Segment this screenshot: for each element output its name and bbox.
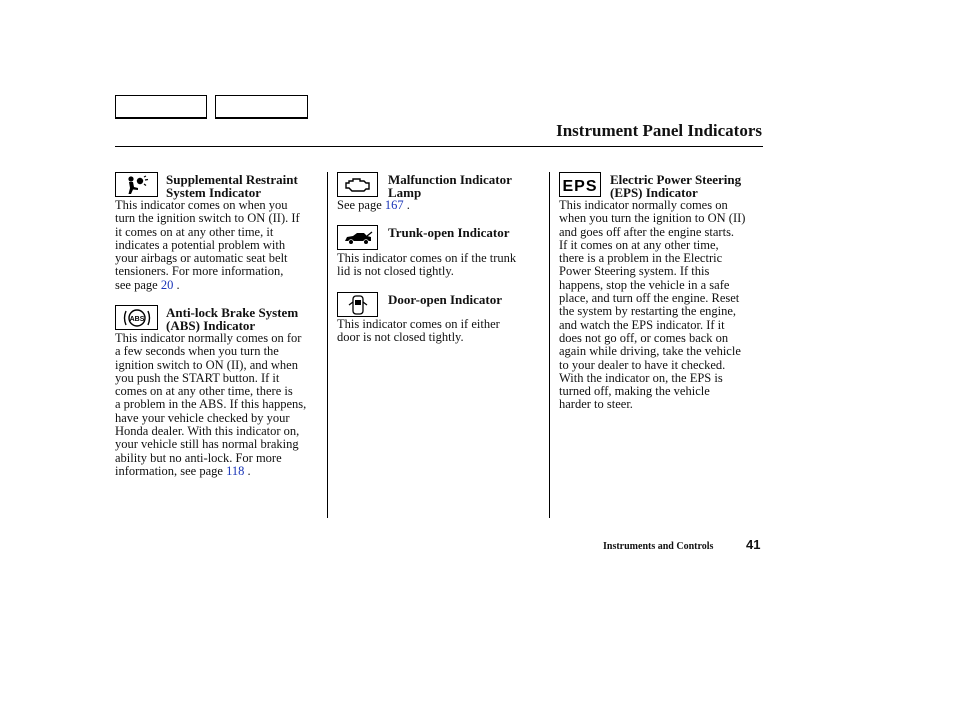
mil-heading: Malfunction Indicator Lamp bbox=[388, 172, 512, 200]
trunk-description: This indicator comes on if the trunk lid is not closed tightly. bbox=[337, 251, 517, 279]
column-divider-1 bbox=[327, 172, 328, 518]
srs-description: This indicator comes on when you turn the ignition switch to ON (II). If it comes on at any other time, it indicates a potential problem with your airbags or automatic seat belt tensioners. For more information, see page 20 . bbox=[115, 198, 300, 292]
abs-indicator-icon bbox=[115, 305, 158, 330]
abs-description: This indicator normally comes on for a few seconds when you turn the ignition switch to ON (II), and when you push the START button. If it comes on at any other time, there is a problem in the ABS. If this happens, have your vehicle checked by your Honda dealer. With this indicator on, your vehicle still has normal braking ability but no anti-lock. For more information, see page 118 . bbox=[115, 331, 307, 478]
svg-text:ABS: ABS bbox=[129, 315, 144, 323]
section-footer: Instruments and Controls bbox=[603, 541, 714, 552]
page-title: Instrument Panel Indicators bbox=[556, 121, 762, 140]
svg-text:EPS: EPS bbox=[562, 177, 598, 195]
engine-check-icon bbox=[337, 172, 378, 197]
page-number: 41 bbox=[746, 537, 761, 552]
nav-box-2[interactable] bbox=[215, 95, 308, 119]
column-divider-2 bbox=[549, 172, 550, 518]
nav-box-1[interactable] bbox=[115, 95, 207, 119]
srs-heading: Supplemental Restraint System Indicator bbox=[166, 172, 298, 200]
title-rule bbox=[115, 146, 763, 147]
srs-page-link[interactable]: 20 bbox=[160, 277, 174, 292]
srs-indicator-icon bbox=[115, 172, 158, 197]
door-heading: Door-open Indicator bbox=[388, 292, 502, 307]
eps-indicator-icon bbox=[559, 172, 601, 197]
eps-description: This indicator normally comes on when you turn the ignition to ON (II) and goes off after the engine starts. If it comes on at any other time, there is a problem in the Electric Power Steering system. If this happens, stop the vehicle in a safe place, and turn off the engine. Reset the system by restarting the engine, and watch the EPS indicator. If it does not go off, or comes back on again while driving, take the vehicle to your dealer to have it checked. With the indicator on, the EPS is turned off, making the vehicle harder to steer. bbox=[559, 198, 746, 412]
eps-heading: Electric Power Steering (EPS) Indicator bbox=[610, 172, 742, 200]
mil-page-link[interactable]: 167 bbox=[384, 198, 404, 212]
door-description: This indicator comes on if either door is not closed tightly. bbox=[337, 317, 500, 345]
mil-description: See page 167 . bbox=[337, 198, 410, 212]
door-open-icon bbox=[337, 292, 378, 317]
abs-heading: Anti-lock Brake System (ABS) Indicator bbox=[166, 305, 299, 333]
trunk-open-icon bbox=[337, 225, 378, 250]
abs-page-link[interactable]: 118 bbox=[226, 463, 245, 478]
trunk-heading: Trunk-open Indicator bbox=[388, 225, 510, 240]
